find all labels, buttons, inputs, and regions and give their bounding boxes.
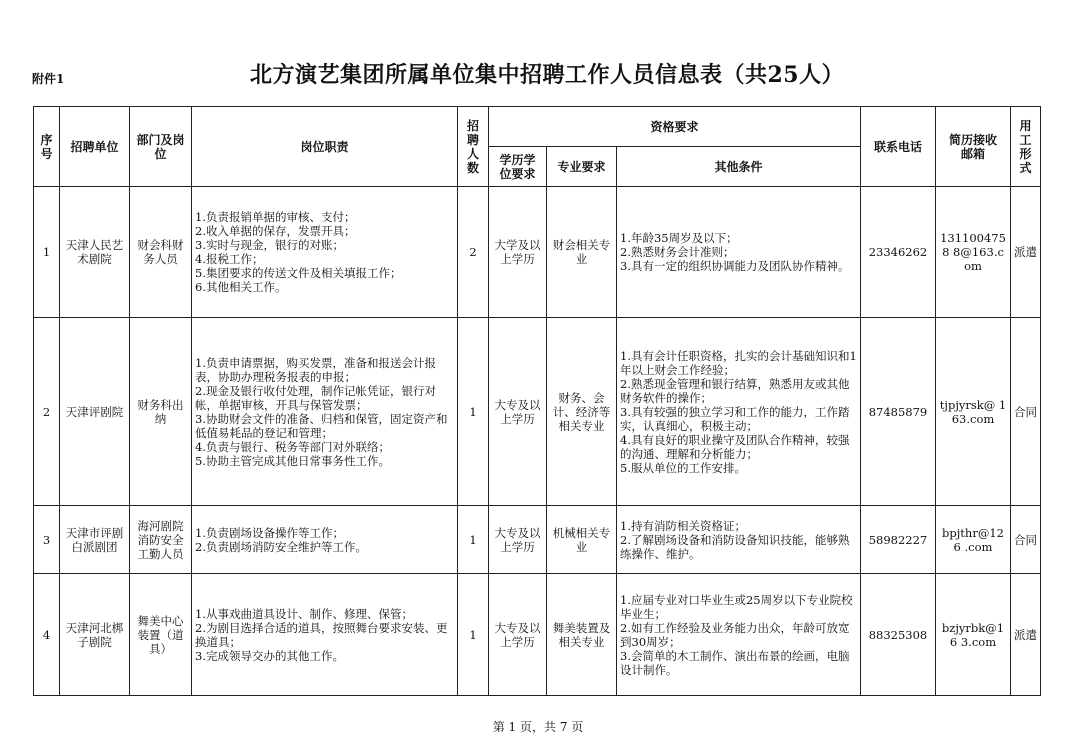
cell-education: 大专及以上学历 [489, 318, 547, 506]
col-header-phone: 联系电话 [861, 107, 936, 187]
cell-dept: 财务科出纳 [130, 318, 192, 506]
cell-dept: 财会科财务人员 [130, 187, 192, 318]
cell-other: 1.持有消防相关资格证； 2.了解剧场设备和消防设备知识技能，能够熟练操作、维护。 [617, 506, 861, 574]
cell-unit: 天津评剧院 [60, 318, 130, 506]
page-number: 第 1 页，共 7 页 [492, 720, 584, 734]
cell-dept: 舞美中心装置（道具） [130, 574, 192, 696]
cell-employment-type: 派遣 [1011, 187, 1041, 318]
recruitment-table [33, 106, 1041, 696]
cell-major: 舞美装置及相关专业 [547, 574, 617, 696]
cell-count: 2 [458, 187, 489, 318]
cell-email: tjpjyrsk@ 163.com [936, 318, 1011, 506]
cell-duty: 1.负责申请票据，购买发票，准备和报送会计报表，协助办理税务报表的申报； 2.现金及银行收付处理，制作记帐凭证，银行对帐，单据审核，开具与保管发票； 3.协助财会文件的准备、归档和保管，固定资产和低值易耗品的登记和管理； 4.负责与银行、税务等部门对外联络； 5.协助主管完成其他日常事务性工作。 [192, 318, 458, 506]
table-row [34, 187, 1041, 318]
cell-education: 大学及以上学历 [489, 187, 547, 318]
cell-count: 1 [458, 318, 489, 506]
cell-employment-type: 派遣 [1011, 574, 1041, 696]
attachment-label: 附件1 [32, 72, 65, 86]
cell-unit: 天津人民艺术剧院 [60, 187, 130, 318]
cell-count: 1 [458, 506, 489, 574]
cell-email: bzjyrbk@16 3.com [936, 574, 1011, 696]
col-header-unit: 招聘单位 [60, 107, 130, 187]
cell-email: bpjthr@126 .com [936, 506, 1011, 574]
col-header-qualification: 资格要求 [489, 107, 861, 147]
cell-other: 1.具有会计任职资格，扎实的会计基础知识和1年以上财会工作经验； 2.熟悉现金管理和银行结算，熟悉用友或其他财务软件的操作； 3.具有较强的独立学习和工作的能力，工作踏实，认真细心，积极主动； 4.具有良好的职业操守及团队合作精神，较强的沟通、理解和分析能力； 5.服从单位的工作安排。 [617, 318, 861, 506]
table-row [34, 506, 1041, 574]
cell-dept: 海河剧院消防安全工勤人员 [130, 506, 192, 574]
col-header-seq: 序 号 [34, 107, 60, 187]
cell-email: 1311004758 8@163.com [936, 187, 1011, 318]
col-header-dept: 部门及岗 位 [130, 107, 192, 187]
col-header-education: 学历学 位要求 [489, 147, 547, 187]
cell-seq: 3 [34, 506, 60, 574]
cell-education: 大专及以上学历 [489, 506, 547, 574]
col-header-other: 其他条件 [617, 147, 861, 187]
cell-count: 1 [458, 574, 489, 696]
col-header-major: 专业要求 [547, 147, 617, 187]
cell-duty: 1.从事戏曲道具设计、制作、修理、保管； 2.为剧目选择合适的道具，按照舞台要求安装、更换道具； 3.完成领导交办的其他工作。 [192, 574, 458, 696]
cell-education: 大专及以上学历 [489, 574, 547, 696]
cell-duty: 1.负责剧场设备操作等工作； 2.负责剧场消防安全维护等工作。 [192, 506, 458, 574]
cell-phone: 58982227 [861, 506, 936, 574]
cell-major: 机械相关专业 [547, 506, 617, 574]
cell-phone: 87485879 [861, 318, 936, 506]
table-row [34, 318, 1041, 506]
cell-unit: 天津市评剧白派剧团 [60, 506, 130, 574]
cell-seq: 1 [34, 187, 60, 318]
cell-duty: 1.负责报销单据的审核、支付； 2.收入单据的保存，发票开具； 3.实时与现金，银行的对账； 4.报税工作； 5.集团要求的传送文件及相关填报工作； 6.其他相关工作。 [192, 187, 458, 318]
col-header-duty: 岗位职责 [192, 107, 458, 187]
cell-phone: 23346262 [861, 187, 936, 318]
cell-employment-type: 合同 [1011, 318, 1041, 506]
cell-employment-type: 合同 [1011, 506, 1041, 574]
cell-major: 财务、会计、经济等相关专业 [547, 318, 617, 506]
cell-seq: 4 [34, 574, 60, 696]
cell-other: 1.年龄35周岁及以下； 2.熟悉财务会计准则； 3.具有一定的组织协调能力及团队协作精神。 [617, 187, 861, 318]
cell-phone: 88325308 [861, 574, 936, 696]
cell-unit: 天津河北梆子剧院 [60, 574, 130, 696]
cell-seq: 2 [34, 318, 60, 506]
col-header-employment-type: 用 工 形 式 [1011, 107, 1041, 187]
col-header-count: 招 聘 人 数 [458, 107, 489, 187]
table-row [34, 574, 1041, 696]
cell-other: 1.应届专业对口毕业生或25周岁以下专业院校毕业生； 2.如有工作经验及业务能力出众，年龄可放宽到30周岁； 3.会简单的木工制作、演出布景的绘画，电脑设计制作。 [617, 574, 861, 696]
page-title: 北方演艺集团所属单位集中招聘工作人员信息表（共25人） [250, 62, 845, 88]
cell-major: 财会相关专业 [547, 187, 617, 318]
col-header-email: 简历接收 邮箱 [936, 107, 1011, 187]
